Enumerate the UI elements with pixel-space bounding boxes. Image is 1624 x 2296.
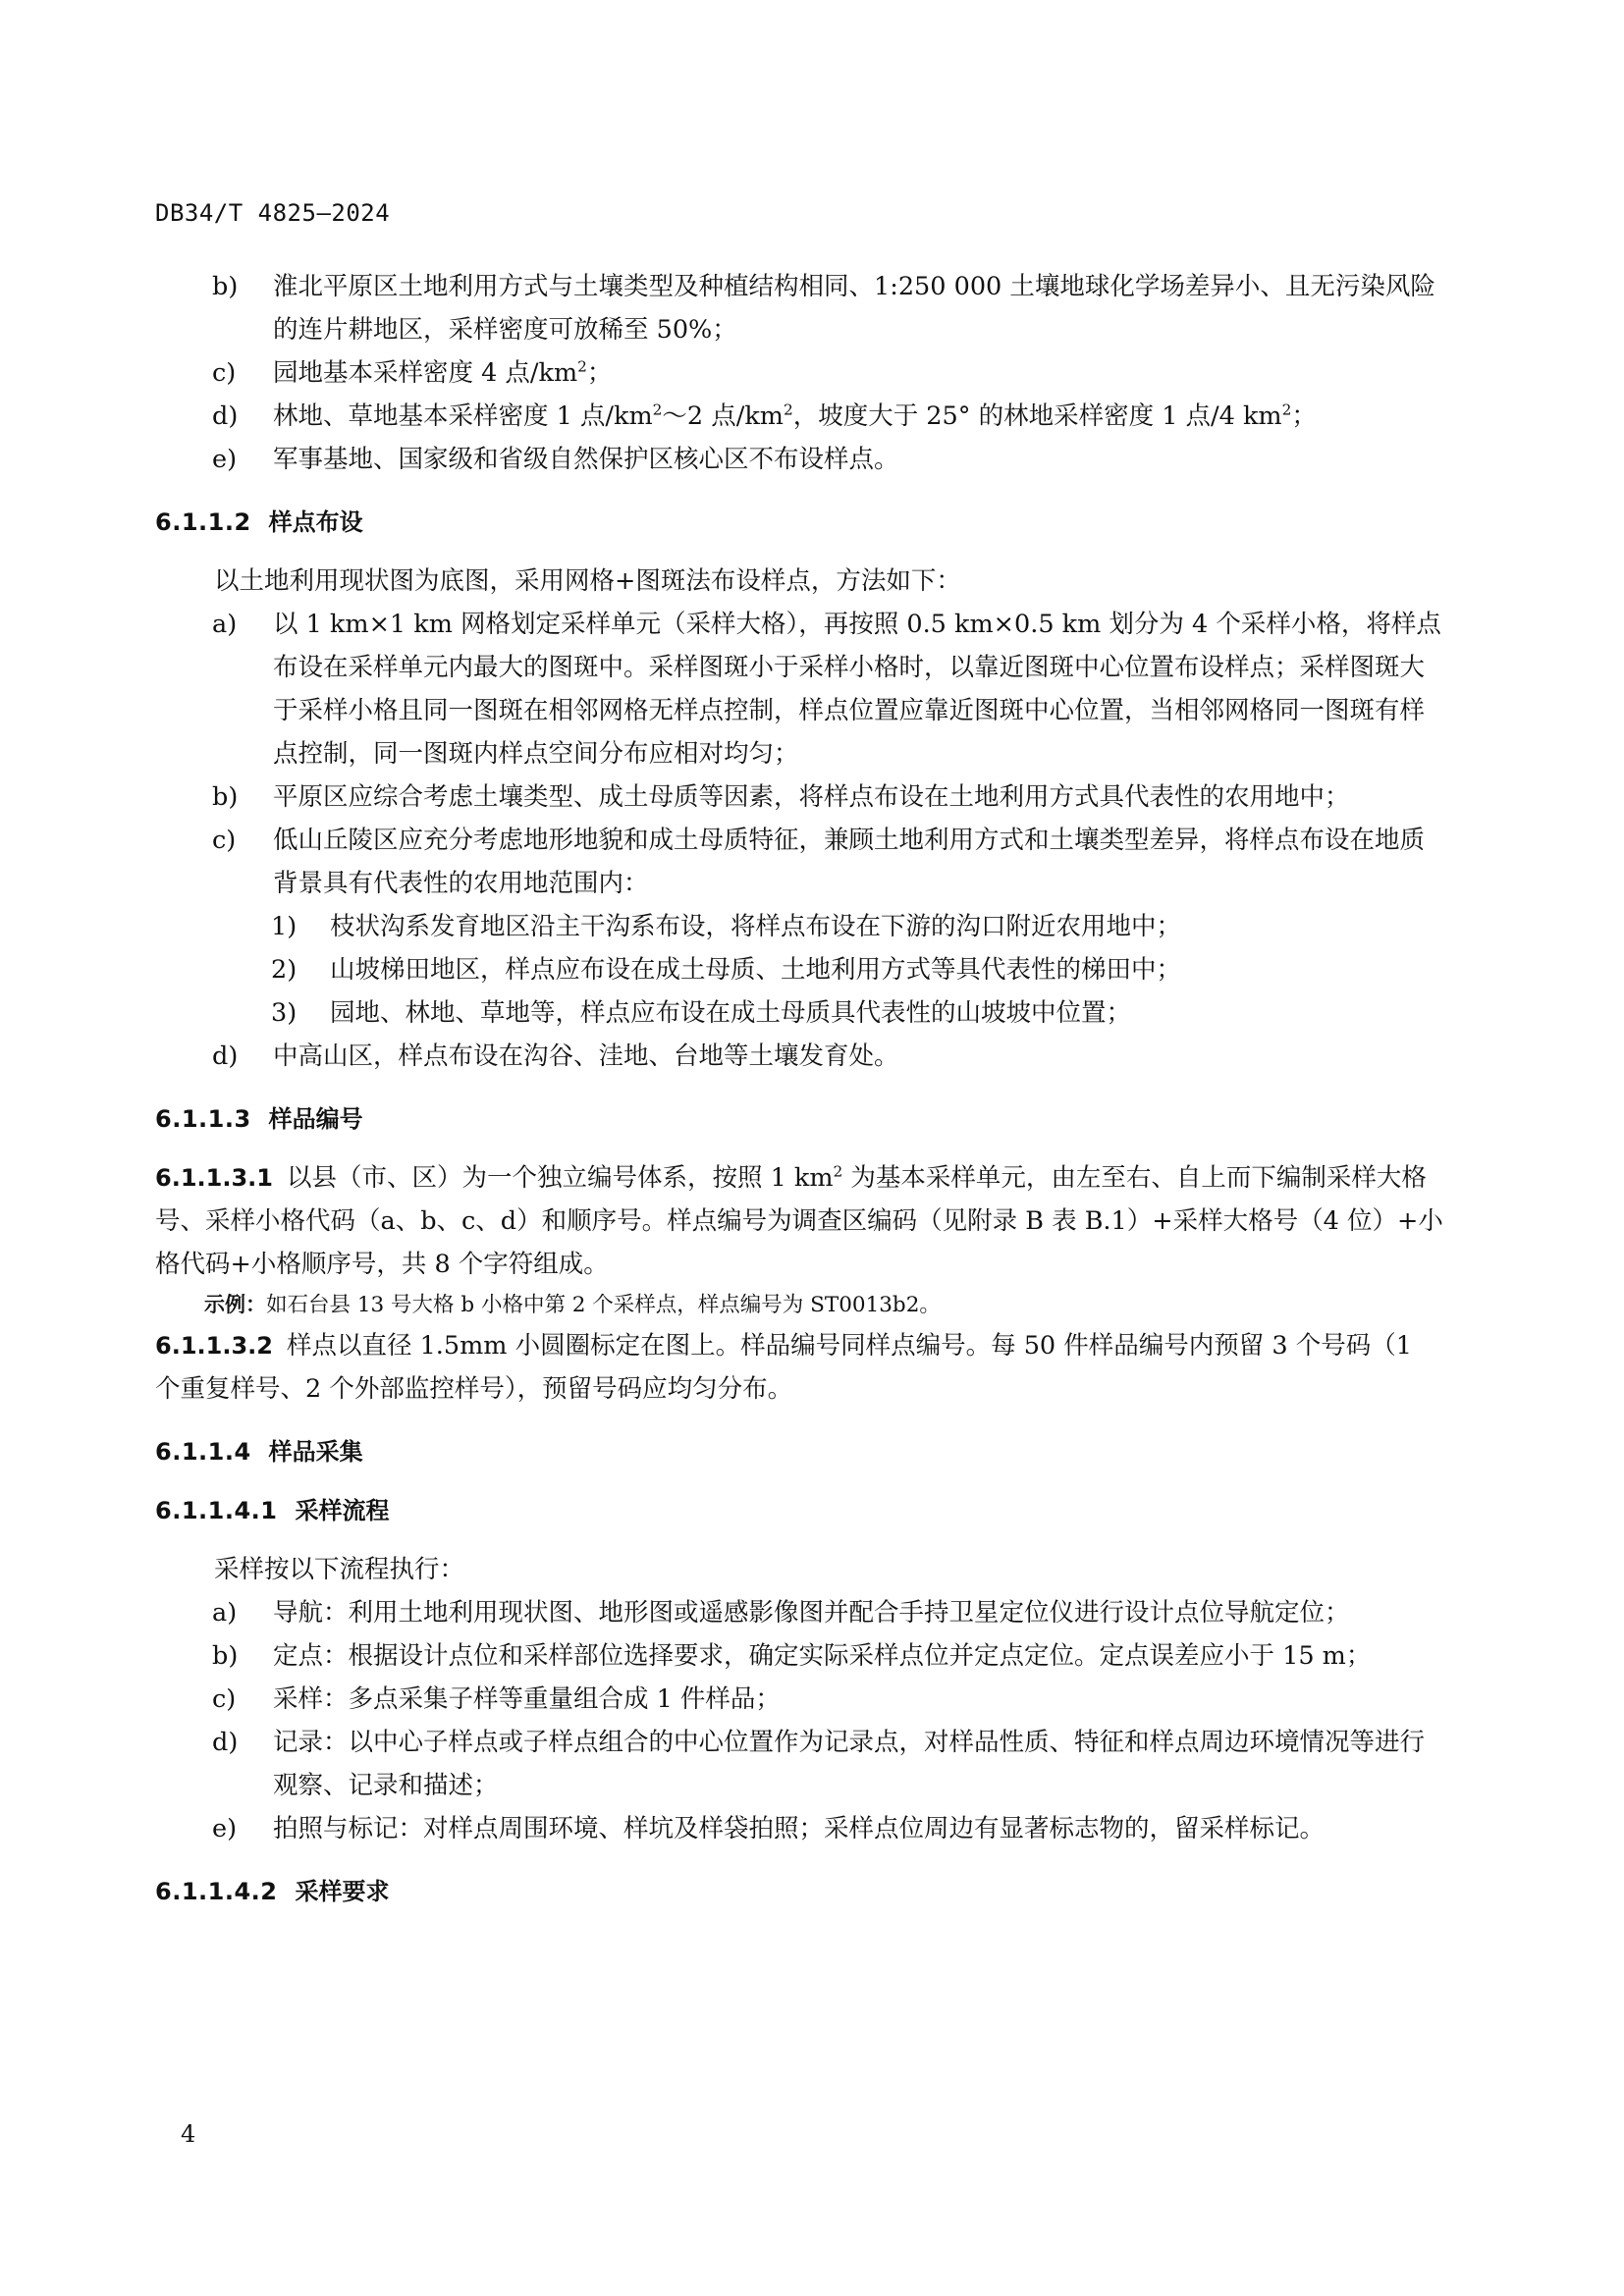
list-text: 定点：根据设计点位和采样部位选择要求，确定实际采样点位并定点定位。定点误差应小于 15 m； [273, 1641, 1372, 1671]
clause-paragraph: 6.1.1.3.1 以县（市、区）为一个独立编号体系，按照 1 $km^2$ 为基本采样单元，由左至右、自上而下编制采样大格号、采样小格代码（a、b、c、d）和顺序号。样点编号为调查区编码（见附录 B 表 B.1）+采样大格号（4 位）+小格代码+小格顺序号，共 8 个字符组成。 [155, 1162, 1443, 1279]
paragraph: 采样按以下流程执行： [214, 1555, 465, 1584]
example-note [155, 1286, 1443, 1324]
list-text: 园地基本采样密度 4 点$/km^2$； [273, 357, 613, 388]
list-label: a) [212, 1598, 238, 1628]
list-label: d) [212, 1728, 239, 1757]
list-label: c) [212, 1684, 237, 1714]
list-text: 导航：利用土地利用现状图、地形图或遥感影像图并配合手持卫星定位仪进行设计点位导航定位； [273, 1598, 1350, 1628]
list-text: 淮北平原区土地利用方式与土壤类型及种植结构相同、1:250 000 土壤地球化学场差异小、且无污染风险的连片耕地区，采样密度可放稀至 50%； [273, 272, 1435, 345]
section-number: 6.1.1.2 [155, 508, 251, 536]
list-label: b) [212, 1641, 239, 1671]
page-content [155, 265, 1443, 1913]
list-item [155, 395, 1443, 438]
list-label: d) [212, 1041, 239, 1071]
list-label: 1) [271, 912, 298, 941]
list-label: 2) [271, 955, 298, 985]
section-number: 6.1.1.3 [155, 1105, 251, 1133]
section-heading [155, 501, 1443, 544]
sub-list-item [155, 948, 1443, 991]
subsection-title: 采样流程 [295, 1497, 390, 1524]
list-text: 园地、林地、草地等，样点应布设在成土母质具代表性的山坡坡中位置； [330, 998, 1132, 1028]
list-label: b) [212, 782, 239, 812]
list-item [155, 775, 1443, 819]
list-text: 记录：以中心子样点或子样点组合的中心位置作为记录点，对样品性质、特征和样点周边环境情况等进行观察、记录和描述； [273, 1728, 1426, 1800]
list-text: 拍照与标记：对样点周围环境、样坑及样袋拍照；采样点位周边有显著标志物的，留采样标记。 [273, 1814, 1326, 1843]
list-label: d) [212, 401, 239, 431]
section-title: 样点布设 [268, 508, 363, 536]
list-text: 平原区应综合考虑土壤类型、成土母质等因素，将样点布设在土地利用方式具代表性的农用地中； [273, 782, 1350, 812]
list-label: e) [212, 445, 238, 474]
section-heading [155, 1430, 1443, 1473]
section-title: 样品编号 [268, 1105, 363, 1133]
list-item [155, 819, 1443, 905]
subsection-number: 6.1.1.4.1 [155, 1497, 278, 1524]
list-text: 采样：多点采集子样等重量组合成 1 件样品； [273, 1684, 781, 1714]
subsection-title: 采样要求 [295, 1878, 390, 1905]
example-text: 如石台县 13 号大格 b 小格中第 2 个采样点，样点编号为 ST0013b2。 [266, 1293, 941, 1317]
list-text: 军事基地、国家级和省级自然保护区核心区不布设样点。 [273, 445, 899, 474]
list-text: 低山丘陵区应充分考虑地形地貌和成土母质特征，兼顾土地利用方式和土壤类型差异，将样点布设在地质背景具有代表性的农用地范围内： [273, 826, 1426, 898]
list-item [155, 1035, 1443, 1078]
subsection-heading [155, 1870, 1443, 1913]
list-label: e) [212, 1814, 238, 1843]
list-item [155, 1678, 1443, 1721]
example-label: 示例： [204, 1293, 266, 1316]
list-text: 中高山区，样点布设在沟谷、洼地、台地等土壤发育处。 [273, 1041, 899, 1071]
sub-list-item [155, 905, 1443, 948]
sub-list-item [155, 991, 1443, 1035]
section-number: 6.1.1.4 [155, 1438, 251, 1466]
list-label: c) [212, 358, 237, 388]
section-heading [155, 1097, 1443, 1141]
list-label: 3) [271, 998, 298, 1028]
list-item [155, 1721, 1443, 1807]
subsection-heading [155, 1489, 1443, 1532]
section-title: 样品采集 [268, 1438, 363, 1466]
page-number: 4 [181, 2120, 196, 2148]
list-item [155, 1807, 1443, 1850]
paragraph: 以土地利用现状图为底图，采用网格+图斑法布设样点，方法如下： [214, 566, 961, 596]
list-label: b) [212, 272, 239, 301]
list-item [155, 265, 1443, 351]
list-text: 林地、草地基本采样密度 1 点$/km^2\sim 2$ 点$/km^2$，坡度大于 25° 的林地采样密度 1 点/4 $km^2$； [273, 400, 1317, 431]
document-code: DB34/T 4825—2024 [155, 199, 391, 227]
clause-paragraph: 6.1.1.3.2 样点以直径 1.5mm 小圆圈标定在图上。样品编号同样点编号。每 50 件样品编号内预留 3 个号码（1 个重复样号、2 个外部监控样号），预留号码应均匀分布。 [155, 1331, 1412, 1404]
list-item [155, 1634, 1443, 1678]
list-text: 以 1 km×1 km 网格划定采样单元（采样大格），再按照 0.5 km×0.5 km 划分为 4 个采样小格，将样点布设在采样单元内最大的图斑中。采样图斑小于采样小格时，以靠近图斑中心位置布设样点；采样图斑大于采样小格且同一图斑在相邻网格无样点控制，样点位置应靠近图斑中心位置，当相邻网格同一图斑有样点控制，同一图斑内样点空间分布应相对均匀； [273, 610, 1441, 769]
list-item [155, 603, 1443, 775]
list-label: a) [212, 610, 238, 639]
clause-number: 6.1.1.3.2 [155, 1332, 273, 1360]
list-item [155, 351, 1443, 395]
clause-number: 6.1.1.3.1 [155, 1164, 273, 1192]
subsection-number: 6.1.1.4.2 [155, 1878, 278, 1905]
list-text: 枝状沟系发育地区沿主干沟系布设，将样点布设在下游的沟口附近农用地中； [330, 912, 1182, 941]
list-label: c) [212, 826, 237, 855]
list-item [155, 438, 1443, 481]
list-text: 山坡梯田地区，样点应布设在成土母质、土地利用方式等具代表性的梯田中； [330, 955, 1182, 985]
list-item [155, 1591, 1443, 1634]
